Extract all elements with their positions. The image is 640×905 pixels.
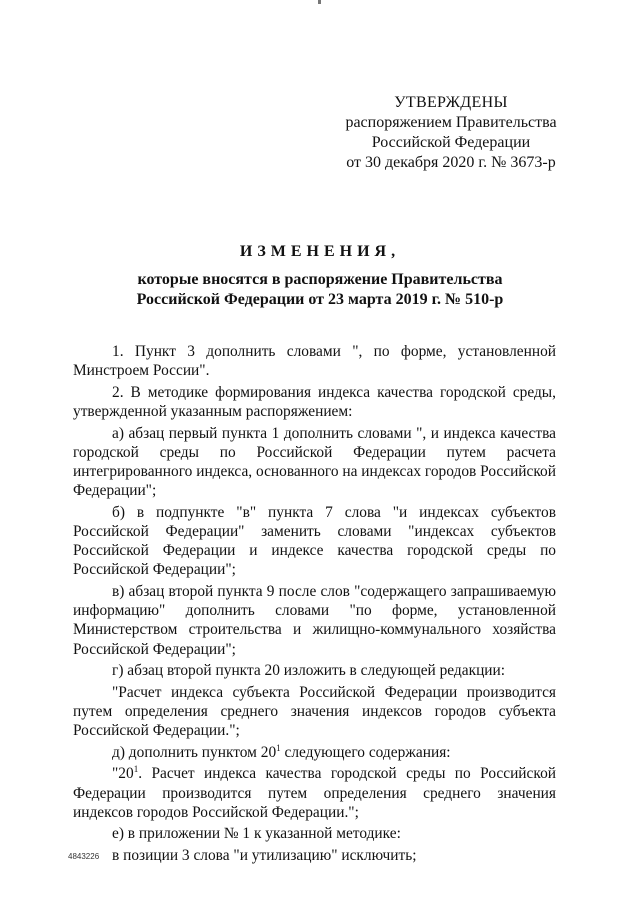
paragraph-2b: б) в подпункте "в" пункта 7 слова "и индексах субъектов Российской Федерации" заменить словами "индексах субъектов Российской Федерации и индексе качества городской среды по Российской Федерации"; bbox=[73, 503, 556, 579]
paragraph-2g-quote: "Расчет индекса субъекта Российской Федерации производится путем определения среднего значения индексов городов субъекта Российской Федерации."; bbox=[73, 683, 556, 740]
paragraph-2a: а) абзац первый пункта 1 дополнить словами ", и индекса качества городской среды по Российской Федерации путем расчета интегрированного индекса, основанного на индексах городов Российской Федерации"; bbox=[73, 424, 556, 500]
paragraph-1: 1. Пункт 3 дополнить словами ", по форме, установленной Минстроем России". bbox=[73, 343, 556, 380]
document-body bbox=[73, 342, 556, 868]
paragraph-2d bbox=[73, 743, 556, 762]
paragraph-2v: в) абзац второй пункта 9 после слов "содержащего запрашиваемую информацию" дополнить словами "по форме, установленной Министерством строительства и жилищно-коммунального хозяйства Российской Федерации"; bbox=[73, 583, 556, 658]
document-subtitle-line-2: Российской Федерации от 23 марта 2019 г. № 510-р bbox=[136, 291, 504, 308]
document-heading bbox=[60, 243, 580, 310]
approval-block bbox=[331, 93, 571, 173]
approval-line-2: Российской Федерации bbox=[371, 134, 531, 151]
paragraph-2d-superscript: 1 bbox=[276, 742, 281, 753]
document-subtitle-line-1: которые вносятся в распоряжение Правительства bbox=[137, 271, 503, 288]
paragraph-2: 2. В методике формирования индекса качества городской среды, утвержденной указанным распоряжением: bbox=[73, 383, 556, 420]
paragraph-2d-quote bbox=[73, 764, 556, 822]
paragraph-2d-quote-superscript: 1 bbox=[133, 764, 139, 775]
document-title: ИЗМЕНЕНИЯ, bbox=[239, 243, 401, 260]
paragraph-2d-text-start: д) дополнить пунктом 20 bbox=[112, 743, 277, 761]
paragraph-2g: г) абзац второй пункта 20 изложить в следующей редакции: bbox=[112, 662, 506, 680]
paragraph-2d-quote-end: . Расчет индекса качества городской среды по Российской Федерации производится путем определения среднего значения индексов городов Российской Федерации."; bbox=[73, 765, 556, 821]
paragraph-2e: е) в приложении № 1 к указанной методике: bbox=[112, 825, 401, 843]
approval-line-3: от 30 декабря 2020 г. № 3673-р bbox=[346, 154, 556, 171]
document-code: 4843226 bbox=[68, 852, 100, 861]
page-top-mark bbox=[318, 0, 321, 4]
approval-title: УТВЕРЖДЕНЫ bbox=[394, 94, 508, 111]
approval-line-1: распоряжением Правительства bbox=[345, 114, 557, 131]
paragraph-2d-text-end: следующего содержания: bbox=[280, 743, 451, 761]
paragraph-2d-quote-start: "20 bbox=[112, 765, 134, 783]
paragraph-2e-position-3: в позиции 3 слова "и утилизацию" исключить; bbox=[112, 846, 417, 864]
